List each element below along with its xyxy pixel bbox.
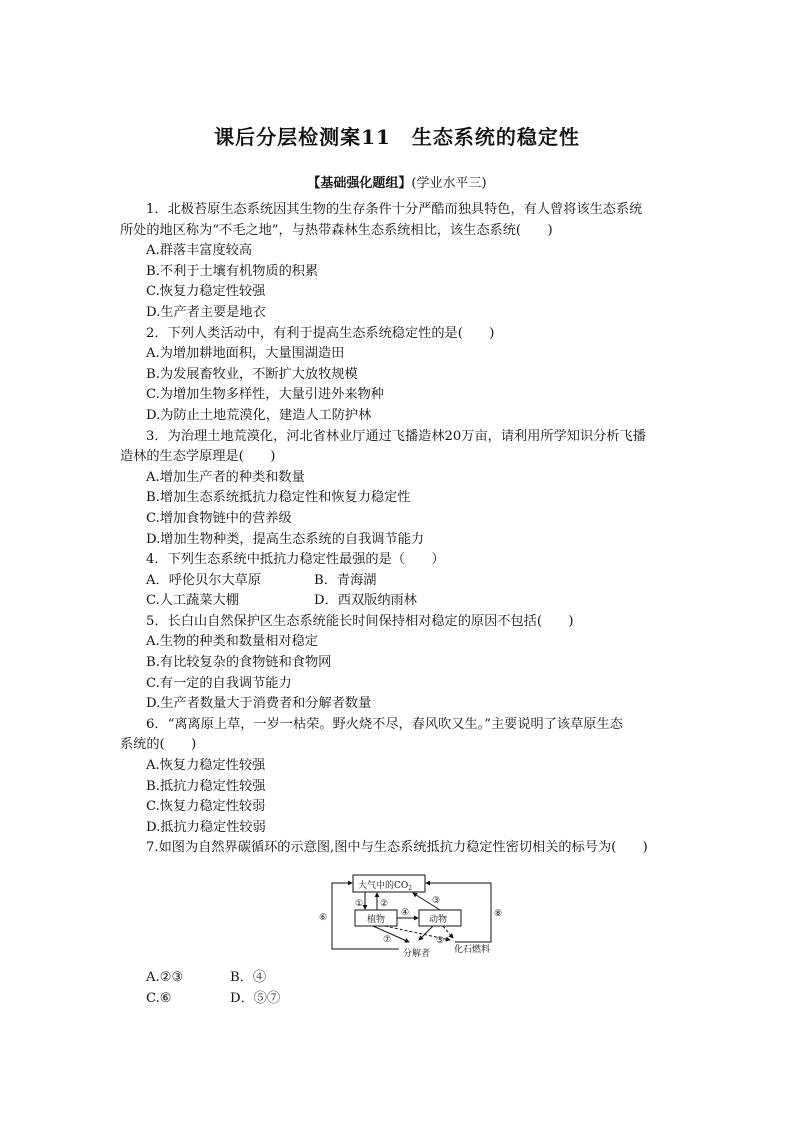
q4-options-row2 <box>120 591 680 612</box>
q3-stem-line2: 造林的生态学原理是( ) <box>120 449 276 465</box>
q5-stem: 5．长白山自然保护区生态系统能长时间保持相对稳定的原因不包括( ) <box>146 613 574 629</box>
q2-option-b: B.为发展畜牧业，不断扩大放牧规模 <box>146 366 358 382</box>
q4-option-d: D．西双版纳雨林 <box>314 593 417 609</box>
q7-option-a: A.②③ <box>146 970 184 985</box>
q7-options-row1 <box>146 968 280 989</box>
q2-option-d: D.为防止土地荒漠化，建造人工防护林 <box>146 407 372 423</box>
label-2: ② <box>380 899 389 909</box>
atmosphere-label: 大气中的$CO_2$ <box>358 881 413 892</box>
arrow-animal-decomposer <box>419 926 433 940</box>
q7-options-row2 <box>146 989 280 1010</box>
q7-stem: 7.如图为自然界碳循环的示意图,图中与生态系统抵抗力稳定性密切相关的标号为( ) <box>146 840 648 856</box>
q6-option-a: A.恢复力稳定性较强 <box>146 758 266 774</box>
label-5: ⑤ <box>436 936 445 946</box>
section-name: 【基础强化题组】 <box>307 176 412 191</box>
q1-option-a: A.群落丰富度较高 <box>146 243 253 259</box>
q5-option-d: D.生产者数量大于消费者和分解者数量 <box>146 696 372 712</box>
animal-label: 动物 <box>429 915 448 925</box>
label-1: ① <box>355 899 364 909</box>
question-list <box>120 200 680 859</box>
fossil-fuel-label: 化石燃料 <box>454 945 491 955</box>
q4-option-a: A．呼伦贝尔大草原 <box>146 572 262 588</box>
q4-options-row1 <box>120 571 680 592</box>
plant-label: 植物 <box>367 915 386 925</box>
q7-option-d: D．⑤⑦ <box>230 990 281 1006</box>
q1-option-b: B.不利于土壤有机物质的积累 <box>146 263 319 279</box>
q7-option-b: B．④ <box>230 970 267 985</box>
q6-option-c: C.恢复力稳定性较弱 <box>146 799 266 815</box>
q2-option-a: A.为增加耕地面积，大量围湖造田 <box>146 346 345 362</box>
label-8: ⑧ <box>494 909 503 919</box>
q3-option-c: C.增加食物链中的营养级 <box>146 510 292 526</box>
label-7: ⑦ <box>383 935 392 945</box>
q5-option-c: C.有一定的自我调节能力 <box>146 675 292 691</box>
q4-option-b: B．青海湖 <box>314 572 377 588</box>
q3-stem-line1: 3．为治理土地荒漠化，河北省林业厅通过飞播造林20万亩，请利用所学知识分析飞播 <box>146 428 646 444</box>
q5-option-b: B.有比较复杂的食物链和食物网 <box>146 655 332 671</box>
q3-option-d: D.增加生物种类，提高生态系统的自我调节能力 <box>146 531 425 547</box>
q5-option-a: A.生物的种类和数量相对稳定 <box>146 634 318 650</box>
label-6: ⑥ <box>319 913 328 923</box>
section-level: (学业水平三) <box>411 176 487 191</box>
q2-option-c: C.为增加生物多样性，大量引进外来物种 <box>146 387 384 403</box>
q2-stem: 2．下列人类活动中，有利于提高生态系统稳定性的是( ) <box>146 325 495 341</box>
label-3: ③ <box>432 896 441 906</box>
q1-stem-line2: 所处的地区称为“不毛之地”，与热带森林生态系统相比，该生态系统( ) <box>120 222 553 238</box>
q3-option-a: A.增加生产者的种类和数量 <box>146 469 305 485</box>
page-title: 课后分层检测案11 生态系统的稳定性 <box>214 125 580 149</box>
q6-option-b: B.抵抗力稳定性较强 <box>146 778 266 794</box>
q1-option-d: D.生产者主要是地衣 <box>146 304 266 320</box>
q4-option-c: C.人工蔬菜大棚 <box>146 593 239 609</box>
section-heading <box>0 172 794 191</box>
q7-options <box>146 968 280 1009</box>
q6-stem-line2: 系统的( ) <box>120 737 197 753</box>
q3-option-b: B.增加生态系统抵抗力稳定性和恢复力稳定性 <box>146 490 411 506</box>
carbon-cycle-diagram <box>315 870 505 960</box>
arrow-8 <box>426 883 491 942</box>
q1-stem-line1: 1．北极苔原生态系统因其生物的生存条件十分严酷而独具特色，有人曾将该生态系统 <box>146 202 643 217</box>
q7-option-c: C.⑥ <box>146 990 172 1006</box>
q6-option-d: D.抵抗力稳定性较弱 <box>146 819 266 835</box>
label-4: ④ <box>401 908 410 918</box>
q4-stem: 4．下列生态系统中抵抗力稳定性最强的是（ ） <box>146 552 445 568</box>
q6-stem-line1: 6．“离离原上草，一岁一枯荣。野火烧不尽，春风吹又生。”主要说明了该草原生态 <box>146 716 623 732</box>
decomposer-label: 分解者 <box>403 949 431 959</box>
q1-option-c: C.恢复力稳定性较强 <box>146 284 266 300</box>
arrow-5-animal <box>443 926 453 938</box>
